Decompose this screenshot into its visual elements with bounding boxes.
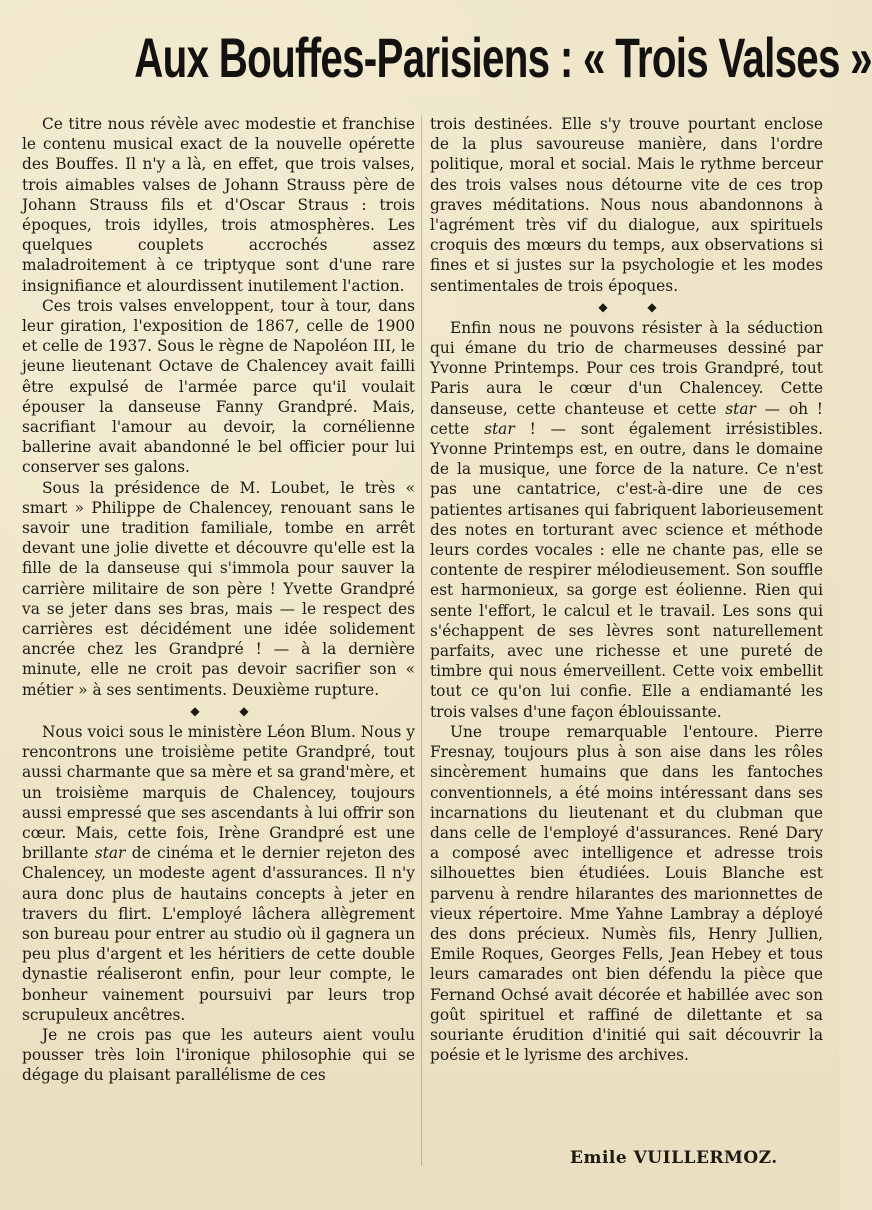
paragraph-continued: trois destinées. Elle s'y trouve pourtant enclose de la plus savoureuse manière, dans l'ordre politique, moral et social. Mais le rythme berceur des trois valses nous détourne vite de ces trop graves méditations. Nous nous abandonnons à l'agrément très vif du dialogue, aux spirituels croquis des mœurs du temps, aux observations si fines et si justes sur la psychologie et les modes sentimentales de trois époques. bbox=[430, 115, 823, 295]
paragraph-printemps-part3: ! — sont également irrésistibles. Yvonne Printemps est, en outre, dans le domaine de la musique, une force de la nature. Ce n'est pas une cantatrice, c'est-à-dire une de ces patientes artisanes qui fabriquent laborieusement des notes en torturant avec science et méthode leurs cordes vocales : elle ne chante pas, elle se contente de respirer mélodieusement. Son souffle est harmonieux, sa gorge est éolienne. Rien qui sente l'effort, le calcul et le travail. Les sons qui s'échappent de ses lèvres sont naturellement parfaits, avec une richesse et une pureté de timbre qui nous émerveillent. Cette voix embellit tout ce qu'on lui confie. Elle a endiamanté les trois valses d'une façon éblouissante. bbox=[430, 419, 823, 721]
paragraph-1867: Ces trois valses enveloppent, tour à tour, dans leur giration, l'exposition de 1867, celle de 1900 et celle de 1937. Sous le règne de Napoléon III, le jeune lieutenant Octave de Chalencey avait failli être expulsé de l'armée parce qu'il voulait épouser la danseuse Fanny Grandpré. Mais, sacrifiant l'amour au devoir, la cornélienne ballerine avait abandonné le bel officier pour lui conserver ses galons. bbox=[22, 296, 415, 477]
paragraph-troupe: Une troupe remarquable l'entoure. Pierre Fresnay, toujours plus à son aise dans les rôles sincèrement humains que dans les fantoches conventionnels, a été moins intéressant dans ses incarnations du lieutenant et du clubman que dans celle de l'employé d'assurances. René Dary a composé avec intelligence et adresse trois silhouettes bien étudiées. Louis Blanche est parvenu à rendre hilarantes des marionnettes de vieux répertoire. Mme Yahne Lambray a déployé des dons précieux. Numès fils, Henry Jullien, Emile Roques, Georges Fells, Jean Hebey et tous leurs camarades ont bien défendu la pièce que Fernand Ochsé avait décorée et habillée avec son goût spirituel et raffiné de dilettante et sa souriante érudition d'initié qui sait découvrir la poésie et le lyrisme des archives. bbox=[430, 722, 823, 1065]
paragraph-philosophy: Je ne crois pas que les auteurs aient voulu pousser très loin l'ironique philosophie qui se dégage du plaisant parallélisme de ces bbox=[22, 1025, 415, 1085]
left-column bbox=[22, 114, 415, 1174]
star-word: star bbox=[94, 844, 126, 863]
paragraph-1937-part1: Nous voici sous le ministère Léon Blum. Nous y rencontrons une troisième petite Grandpré, tout aussi charmante que sa mère et sa grand'mère, et un troisième marquis de Chalencey, toujours aussi empressé que ses ascendants à lui offrir son cœur. Mais, cette fois, Irène Grandpré est une brillante bbox=[22, 722, 415, 863]
paragraph-1937 bbox=[22, 722, 415, 1025]
paragraph-1937-part2: de cinéma et le dernier rejeton des Chalencey, un modeste agent d'assurances. Il n'y aura donc plus de hautains concepts à jeter en travers du flirt. L'employé lâchera allègrement son bureau pour entrer au studio où il gagnera un peu plus d'argent et les héritiers de cette double dynastie réaliseront enfin, pour leur compte, le bonheur vainement poursuivi par leurs trop scrupuleux ancêtres. bbox=[22, 844, 415, 1024]
column-divider bbox=[421, 116, 422, 1166]
author-signature: Emile VUILLERMOZ. bbox=[570, 1148, 778, 1168]
section-separator-2: ◆ ◆ bbox=[598, 299, 675, 314]
paragraph-1900: Sous la présidence de M. Loubet, le très « smart » Philippe de Chalencey, renouant sans le savoir une tradition familiale, tombe en arrêt devant une jolie divette et découvre qu'elle est la fille de la danseuse qui s'immola pour sauver la carrière militaire de son père ! Yvette Grandpré va se jeter dans ses bras, mais — le respect des carrières est décidément une idée solidement ancrée chez les Grandpré ! — à la dernière minute, elle ne croit pas devoir sacrifier son « métier » à ses sentiments. Deuxième rupture. bbox=[22, 478, 415, 699]
right-column bbox=[430, 114, 823, 1174]
headline: Aux Bouffes-Parisiens : « Trois Valses » bbox=[134, 26, 872, 89]
paragraph-printemps-part2: — oh ! cette bbox=[430, 399, 823, 438]
star-word-3: star bbox=[484, 419, 515, 438]
star-word-2: star bbox=[725, 399, 756, 418]
section-separator: ◆ ◆ bbox=[190, 703, 267, 718]
paragraph-printemps-part1: Enfin nous ne pouvons résister à la séduction qui émane du trio de charmeuses dessiné par Yvonne Printemps. Pour ces trois Grandpré, tout Paris aura le cœur d'un Chalencey. Cette danseuse, cette chanteuse et cette bbox=[430, 318, 823, 418]
paragraph-intro: Ce titre nous révèle avec modestie et franchise le contenu musical exact de la nouvelle opérette des Bouffes. Il n'y a là, en effet, que trois valses, trois aimables valses de Johann Strauss père de Johann Strauss fils et d'Oscar Straus : trois époques, trois idylles, trois atmosphères. Les quelques couplets accrochés assez maladroitement à ce triptyque sont d'une rare insignifiance et alourdissent inutilement l'action. bbox=[22, 115, 415, 295]
paragraph-printemps bbox=[430, 318, 823, 722]
